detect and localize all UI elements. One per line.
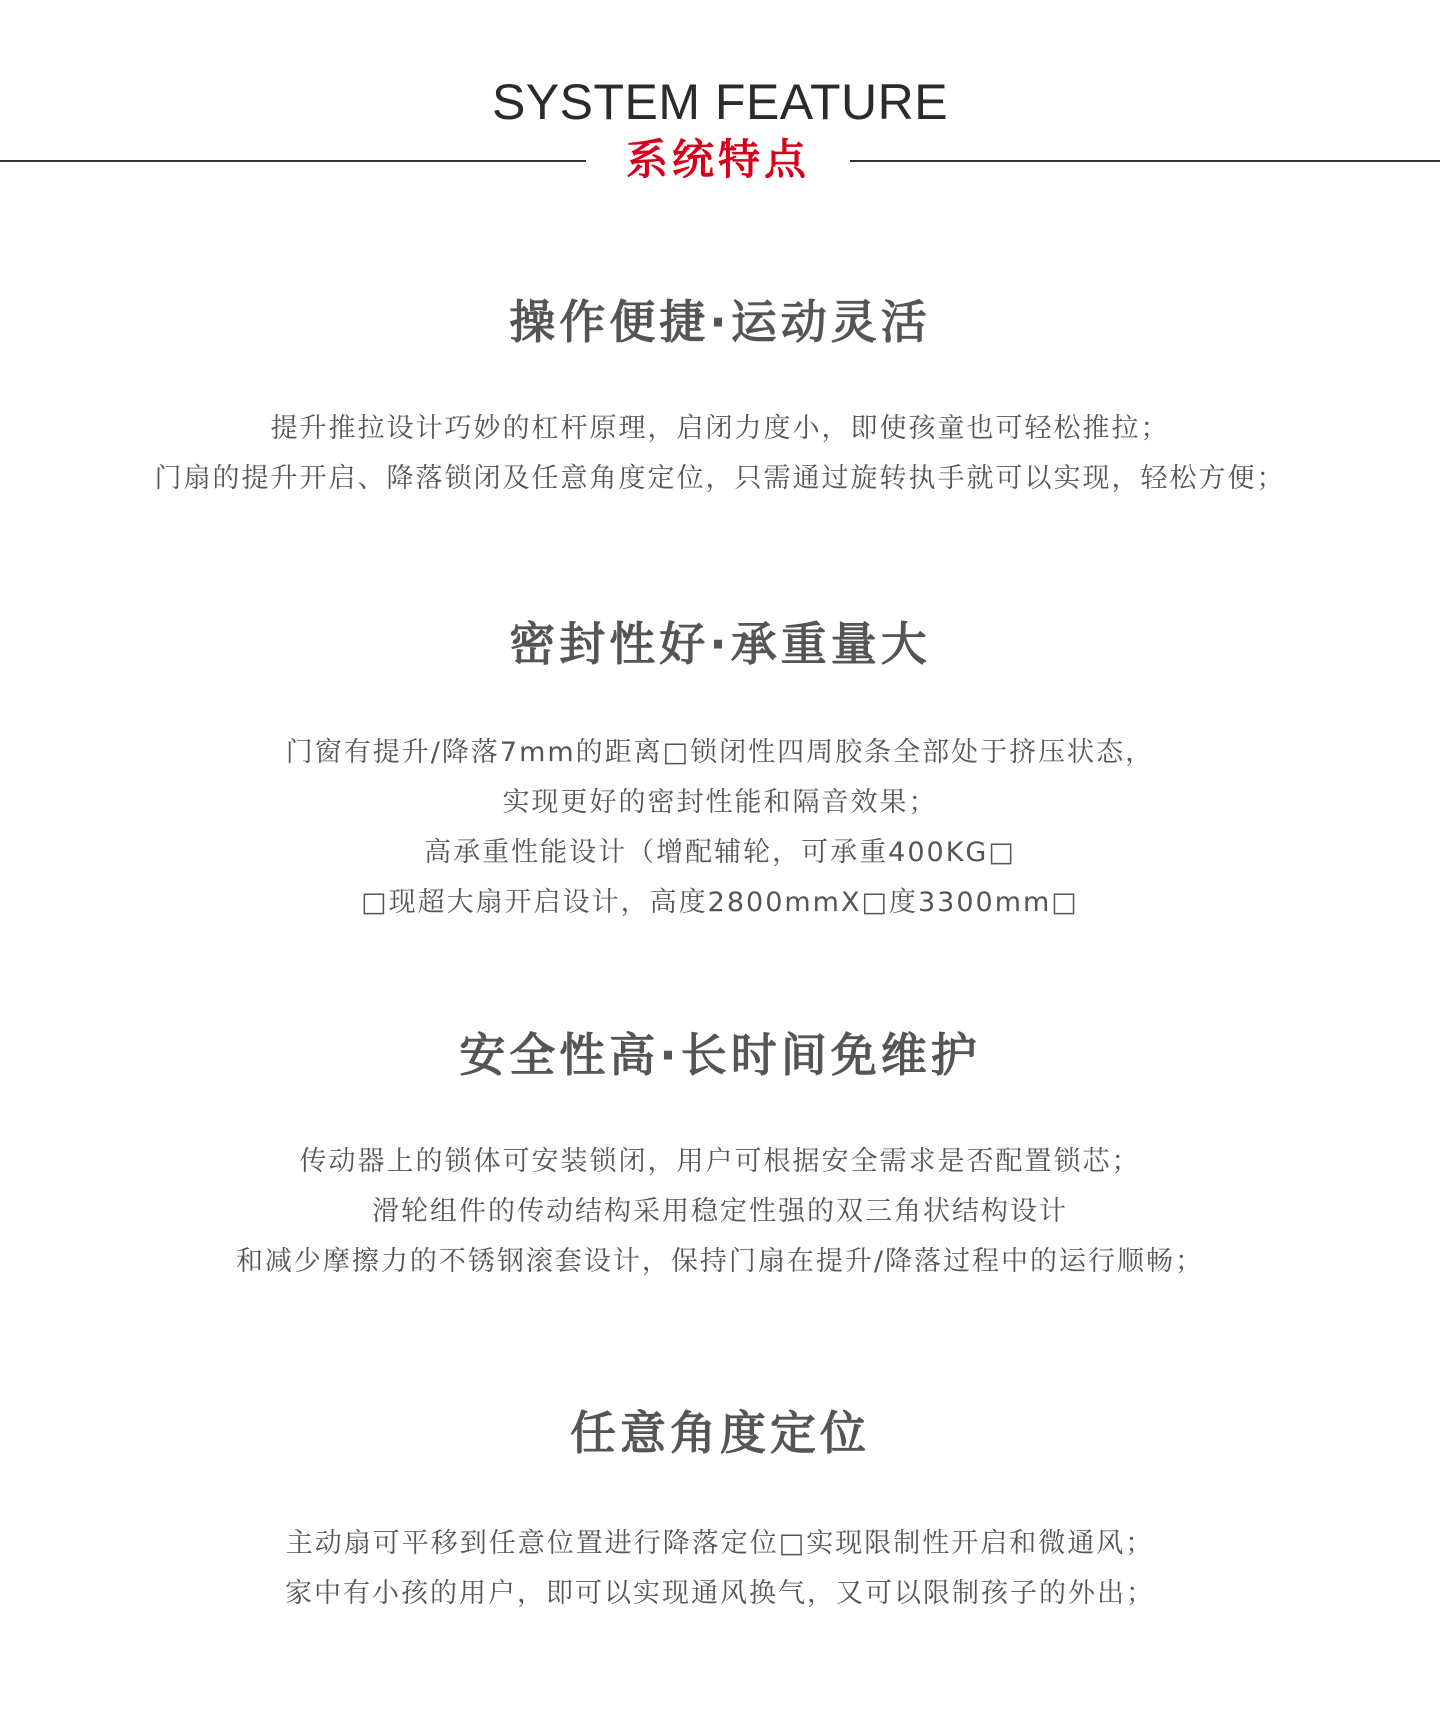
section-text-line: 实现更好的密封性能和隔音效果； (502, 787, 938, 818)
section-text-line: 滑轮组件的传动结构采用稳定性强的双三角状结构设计 (372, 1196, 1068, 1227)
section-text-line: □现超大扇开启设计，高度2800mmX□度3300mm□ (361, 887, 1079, 918)
section-text (0, 1137, 1440, 1287)
section-title: 密封性好·承重量大 (509, 617, 931, 671)
section-title: 任意角度定位 (570, 1406, 870, 1460)
section-title: 安全性高·长时间免维护 (459, 1028, 981, 1082)
feature-section-safety (0, 1023, 1440, 1287)
section-text-line: 高承重性能设计（增配辅轮，可承重400KG□ (424, 837, 1016, 868)
page-title-cn: 系统特点 (625, 135, 810, 184)
section-text-line: 和减少摩擦力的不锈钢滚套设计，保持门扇在提升/降落过程中的运行顺畅； (235, 1246, 1205, 1277)
feature-section-positioning (0, 1401, 1440, 1619)
page-header (0, 0, 1440, 200)
section-text (0, 728, 1440, 928)
feature-section-sealing (0, 612, 1440, 928)
section-text-line: 门扇的提升开启、降落锁闭及任意角度定位，只需通过旋转执手就可以实现，轻松方便； (154, 463, 1286, 494)
section-text-line: 主动扇可平移到任意位置进行降落定位□实现限制性开启和微通风； (285, 1528, 1155, 1559)
section-text-line: 家中有小孩的用户，即可以实现通风换气，又可以限制孩子的外出； (285, 1578, 1155, 1609)
section-title: 操作便捷·运动灵活 (509, 295, 931, 349)
feature-section-operation (0, 290, 1440, 504)
section-text-line: 传动器上的锁体可安装锁闭，用户可根据安全需求是否配置锁芯； (299, 1146, 1141, 1177)
section-text-line: 门窗有提升/降落7mm的距离□锁闭性四周胶条全部处于挤压状态， (285, 737, 1155, 768)
section-text (0, 1519, 1440, 1619)
page-title-cn-row (0, 132, 1440, 192)
section-text-line: 提升推拉设计巧妙的杠杆原理，启闭力度小，即使孩童也可轻松推拉； (270, 413, 1170, 444)
page-title-en: SYSTEM FEATURE (491, 74, 949, 130)
section-text (0, 404, 1440, 504)
header-rule-right (850, 160, 1440, 162)
header-rule-left (0, 160, 586, 162)
